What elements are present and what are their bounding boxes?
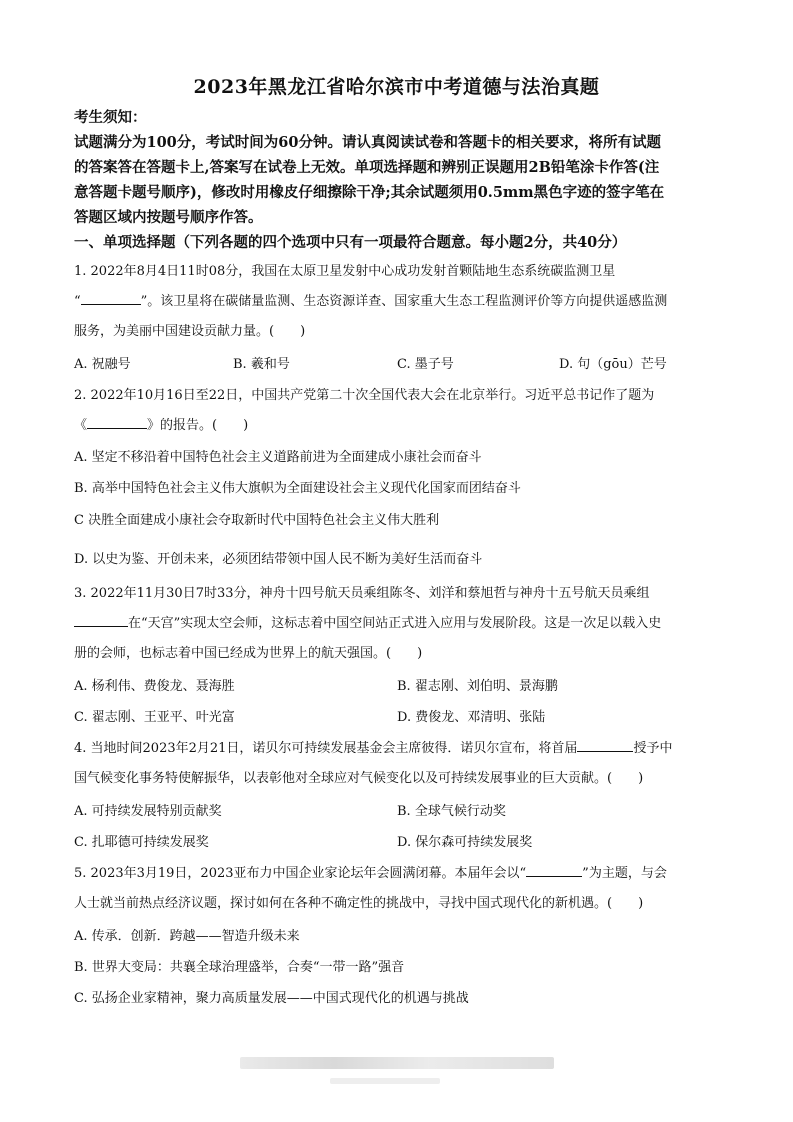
q3-stem-cont: 在“天宫”实现太空会师，这标志着中国空间站正式进入应用与发展阶段。这是一次足以载入史 [128, 616, 662, 631]
q1-blank [81, 292, 141, 305]
section-heading: 一、单项选择题（下列各题的四个选项中只有一项最符合题意。每小题2分，共40分） [74, 234, 627, 251]
q3-option-d: D. 费俊龙、邓清明、张陆 [397, 710, 546, 725]
q5-option-a: A. 传承．创新．跨越——智造升级未来 [74, 929, 300, 944]
q3-stem-line [74, 612, 661, 631]
q4-stem-start: 4. 当地时间2023年2月21日，诺贝尔可持续发展基金会主席彼得．诺贝尔宣布，将首届 [74, 741, 578, 756]
q1-option-a: A. 祝融号 [74, 357, 131, 372]
footer-watermark-sub [330, 1078, 440, 1084]
notice-line: 的答案答在答题卡上,答案写在试卷上无效。单项选择题和辨别正误题用2B铅笔涂卡作答(注 [74, 159, 660, 176]
q1-option-d: D. 句（gōu）芒号 [559, 357, 667, 372]
q2-blank [87, 416, 147, 429]
notice-line: 试题满分为100分，考试时间为60分钟。请认真阅读试卷和答题卡的相关要求，将所有试题 [74, 134, 661, 151]
q5-blank [526, 864, 582, 877]
q4-option-d: D. 保尔森可持续发展奖 [397, 835, 533, 850]
q3-option-b: B. 翟志刚、刘伯明、景海鹏 [397, 679, 558, 694]
q1-stem-line [74, 290, 667, 309]
q2-bracket-open: 《 [74, 418, 88, 433]
q4-stem-line [74, 737, 672, 756]
q1-stem-line: 服务，为美丽中国建设贡献力量。( ) [74, 324, 306, 339]
q2-stem-line: 2. 2022年10月16日至22日，中国共产党第二十次全国代表大会在北京举行。习近平总书记作了题为 [74, 388, 655, 403]
q1-quote-open: “ [74, 294, 81, 309]
q5-stem-start: 5. 2023年3月19日，2023亚布力中国企业家论坛年会圆满闭幕。本届年会以“ [74, 866, 527, 881]
q3-blank [74, 614, 128, 627]
q4-blank [577, 739, 633, 752]
q2-option-c: C 决胜全面建成小康社会夺取新时代中国特色社会主义伟大胜利 [74, 513, 440, 528]
q1-option-b: B. 羲和号 [233, 357, 290, 372]
q2-option-a: A. 坚定不移沿着中国特色社会主义道路前进为全面建成小康社会而奋斗 [74, 450, 482, 465]
q3-stem-line: 3. 2022年11月30日7时33分，神舟十四号航天员乘组陈冬、刘洋和蔡旭哲与神舟十五号航天员乘组 [74, 586, 650, 601]
q5-stem-line [74, 862, 667, 881]
q3-stem-line: 册的会师，也标志着中国已经成为世界上的航天强国。( ) [74, 646, 423, 661]
q2-option-d: D. 以史为鉴、开创未来，必须团结带领中国人民不断为美好生活而奋斗 [74, 552, 483, 567]
q2-stem-cont: 》的报告。( ) [147, 418, 249, 433]
q5-option-b: B. 世界大变局：共襄全球治理盛举，合奏“一带一路”强音 [74, 960, 405, 975]
page-title: 2023年黑龙江省哈尔滨市中考道德与法治真题 [193, 76, 600, 98]
q5-option-c: C. 弘扬企业家精神，聚力高质量发展——中国式现代化的机遇与挑战 [74, 991, 469, 1006]
q5-stem-cont: ”为主题，与会 [582, 866, 667, 881]
q4-stem-cont: 授予中 [633, 741, 673, 756]
notice-line: 答题区域内按题号顺序作答。 [74, 209, 263, 226]
q4-option-c: C. 扎耶德可持续发展奖 [74, 835, 209, 850]
notice-line: 意答题卡题号顺序)，修改时用橡皮仔细擦除干净;其余试题须用0.5mm黑色字迹的签字笔在 [74, 184, 665, 201]
q1-stem-cont: ”。该卫星将在碳储量监测、生态资源详查、国家重大生态工程监测评价等方向提供遥感监测 [140, 294, 668, 309]
q1-option-c: C. 墨子号 [397, 357, 454, 372]
q5-stem-line: 人士就当前热点经济议题，探讨如何在各种不确定性的挑战中，寻找中国式现代化的新机遇。( ) [74, 896, 644, 911]
q1-stem-line: 1. 2022年8月4日11时08分，我国在太原卫星发射中心成功发射首颗陆地生态系统碳监测卫星 [74, 264, 616, 279]
q3-option-c: C. 翟志刚、王亚平、叶光富 [74, 710, 235, 725]
q4-option-a: A. 可持续发展特别贡献奖 [74, 804, 222, 819]
notice-heading: 考生须知： [74, 109, 147, 126]
q4-option-b: B. 全球气候行动奖 [397, 804, 506, 819]
q4-stem-line: 国气候变化事务特使解振华，以表彰他对全球应对气候变化以及可持续发展事业的巨大贡献。( ) [74, 771, 644, 786]
q2-stem-line [74, 414, 248, 433]
q2-option-b: B. 高举中国特色社会主义伟大旗帜为全面建设社会主义现代化国家而团结奋斗 [74, 481, 521, 496]
q3-option-a: A. 杨利伟、费俊龙、聂海胜 [74, 679, 235, 694]
footer-watermark [240, 1057, 554, 1069]
